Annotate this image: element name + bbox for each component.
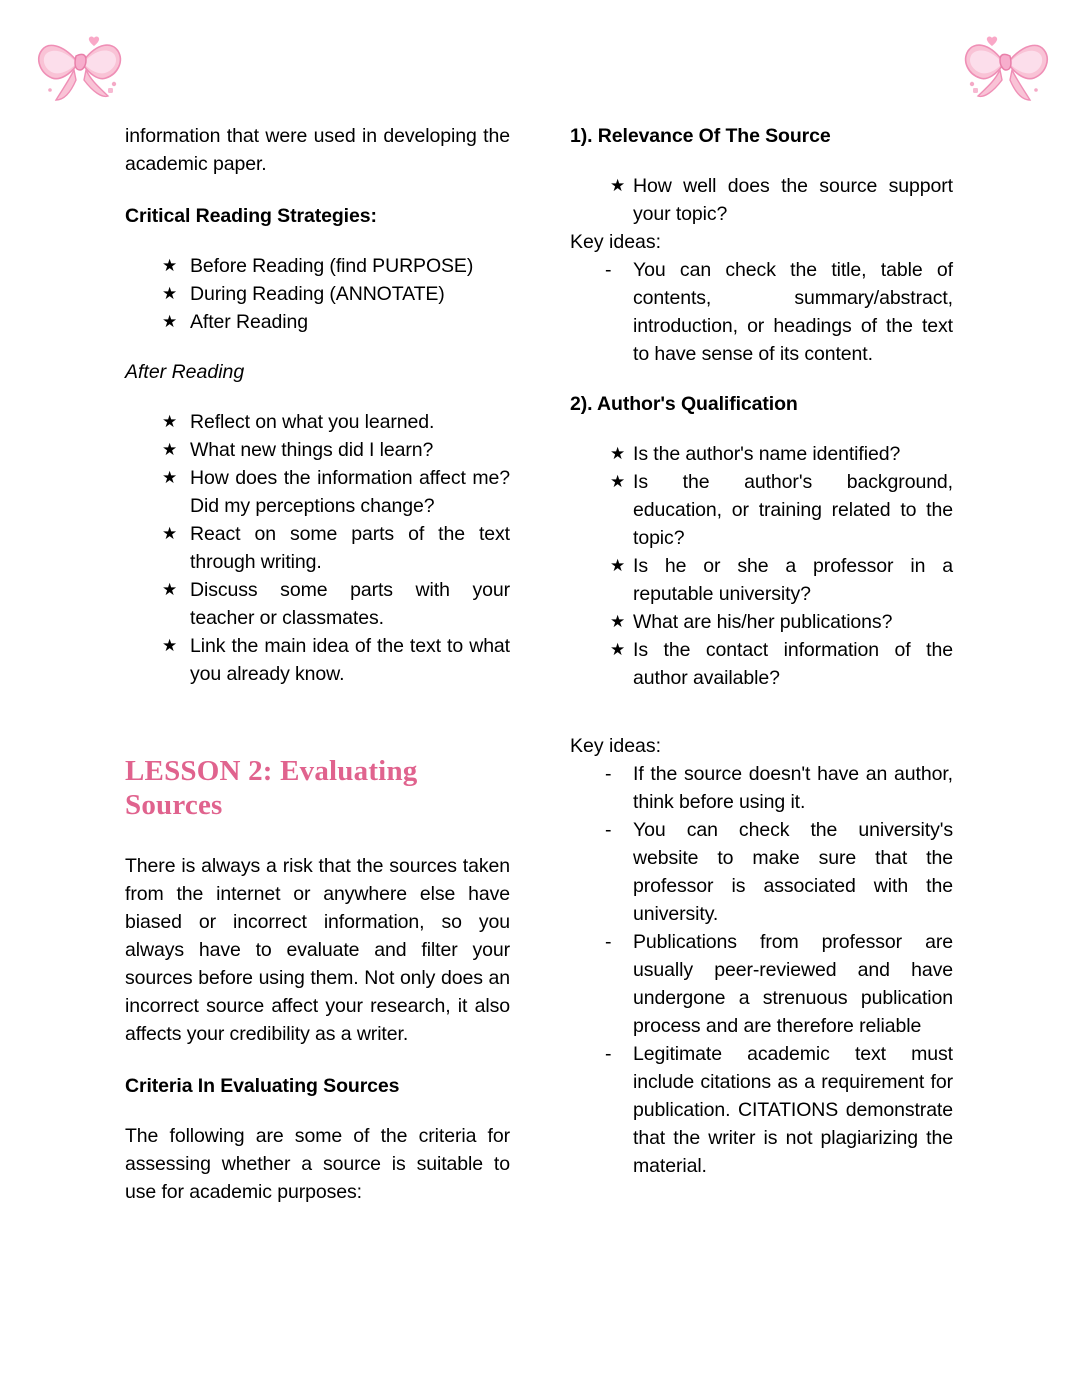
list-item: ★ During Reading (ANNOTATE) [125,280,510,308]
heading-relevance-of-the-source: 1). Relevance Of The Source [570,125,831,147]
pink-bow-icon [958,16,1054,108]
heading-critical-reading-strategies: Critical Reading Strategies: [125,205,377,227]
relevance-key-ideas-list [570,256,953,368]
list-item: ★ How well does the source support your topic? [570,172,953,228]
list-item: - If the source doesn't have an author, think before using it. [570,760,953,816]
two-column-body [125,122,953,1206]
after-reading-list [125,408,510,688]
list-item: ★ Is he or she a professor in a reputable university? [570,552,953,608]
list-item: - You can check the university's website to make sure that the professor is associated with the university. [570,816,953,928]
list-item: - You can check the title, table of contents, summary/abstract, introduction, or headings of the text to have sense of its content. [570,256,953,368]
right-column [570,122,953,1206]
continued-paragraph: information that were used in developing the academic paper. [125,125,510,175]
list-item: ★ Discuss some parts with your teacher or classmates. [125,576,510,632]
heading-criteria-in-evaluating-sources: Criteria In Evaluating Sources [125,1075,400,1097]
critical-reading-strategies-list [125,252,510,336]
key-ideas-label-2: Key ideas: [570,735,662,757]
lesson-2-title: LESSON 2: Evaluating Sources [125,755,418,821]
list-item: - Legitimate academic text must include citations as a requirement for publication. CITATIONS demonstrate that the writer is not plagiarizing the material. [570,1040,953,1180]
list-item: ★ React on some parts of the text through writing. [125,520,510,576]
relevance-questions-list [570,172,953,228]
list-item: ★ Reflect on what you learned. [125,408,510,436]
list-item: ★ What are his/her publications? [570,608,953,636]
section-spacer [570,714,953,732]
list-item: ★ Link the main idea of the text to what you already know. [125,632,510,688]
lesson-2-intro-paragraph: There is always a risk that the sources taken from the internet or anywhere else have biased or incorrect information, so you always have to evaluate and filter your sources before using them. Not only does an incorrect source affect your research, it also affects your credibility as a writer. [125,855,510,1045]
heading-authors-qualification: 2). Author's Qualification [570,393,798,415]
key-ideas-label-1: Key ideas: [570,231,662,253]
list-item: ★ What new things did I learn? [125,436,510,464]
list-item: ★ After Reading [125,308,510,336]
list-item: ★ Is the contact information of the author available? [570,636,953,692]
list-item: - Publications from professor are usually peer-reviewed and have undergone a strenuous publication process and are therefore reliable [570,928,953,1040]
author-qualification-questions-list [570,440,953,692]
list-item: ★ Is the author's background, education, or training related to the topic? [570,468,953,552]
criteria-intro-paragraph: The following are some of the criteria for assessing whether a source is suitable to use for academic purposes: [125,1125,510,1203]
list-item: ★ How does the information affect me? Did my perceptions change? [125,464,510,520]
author-qualification-key-ideas-list [570,760,953,1180]
pink-bow-icon [32,16,128,108]
list-item: ★ Is the author's name identified? [570,440,953,468]
subheading-after-reading: After Reading [125,361,245,383]
list-item: ★ Before Reading (find PURPOSE) [125,252,510,280]
left-column [125,122,510,1206]
section-spacer [125,710,510,754]
